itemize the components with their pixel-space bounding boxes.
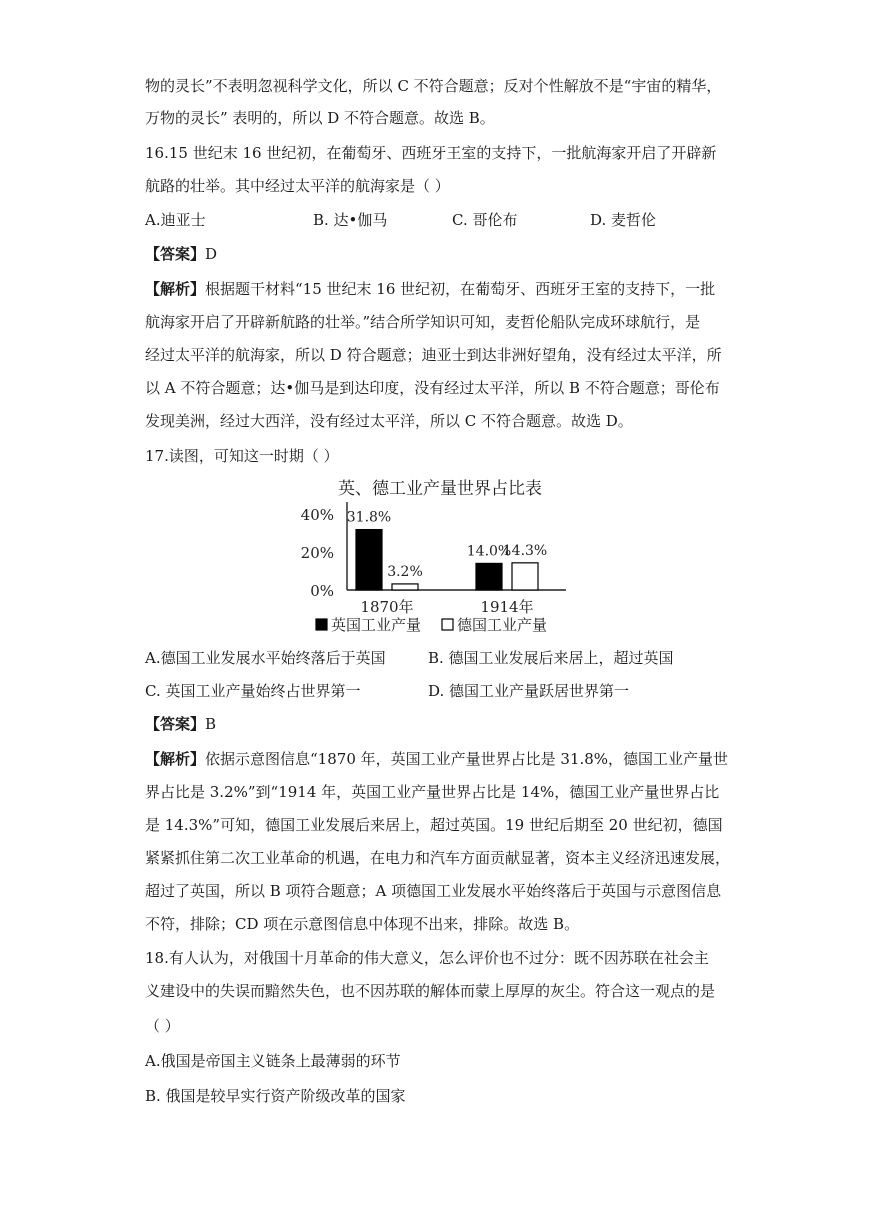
answer-tag: 【答案】 <box>145 715 206 733</box>
q17-option-b: B. 德国工业发展后来居上，超过英国 <box>428 649 674 667</box>
question-17-stem: 17.读图，可知这一时期（ ） <box>145 447 339 465</box>
data-label: 31.8% <box>346 509 392 526</box>
q16-analysis <box>145 279 715 299</box>
q17-option-d: D. 德国工业产量跃居世界第一 <box>428 682 630 700</box>
x-tick-label: 1914年 <box>480 598 534 616</box>
q16-option-a: A.迪亚士 <box>145 211 206 229</box>
q17-analysis-line: 不符，排除；CD 项在示意图信息中体现不出来，排除。故选 B。 <box>145 915 580 933</box>
q17-analysis-line: 紧紧抓住第二次工业革命的机遇，在电力和汽车方面贡献显著，资本主义经济迅速发展， <box>145 849 731 867</box>
question-18-stem: 义建设中的失误而黯然失色，也不因苏联的解体而蒙上厚厚的灰尘。符合这一观点的是 <box>145 982 716 1000</box>
data-label: 14.3% <box>502 542 548 559</box>
q16-answer <box>145 244 217 264</box>
analysis-tag: 【解析】 <box>145 280 206 298</box>
answer-value: B <box>205 715 217 733</box>
q16-analysis-line: 经过太平洋的航海家，所以 D 符合题意；迪亚士到达非洲好望角，没有经过太平洋，所 <box>145 346 722 364</box>
bar-chart-svg <box>300 472 580 644</box>
question-16-stem: 16.15 世纪末 16 世纪初，在葡萄牙、西班牙王室的支持下，一批航海家开启了开辟新 <box>145 144 717 162</box>
q17-analysis-line: 界占比是 3.2%”到“1914 年，英国工业产量世界占比是 14%，德国工业产量世界占比 <box>145 783 720 801</box>
chart-title: 英、德工业产量世界占比表 <box>338 479 542 499</box>
text-line: 物的灵长”不表明忽视科学文化，所以 C 不符合题意；反对个性解放不是“宇宙的精华， <box>145 77 722 95</box>
y-tick-label: 0% <box>310 582 334 600</box>
q18-option-b: B. 俄国是较早实行资产阶级改革的国家 <box>145 1087 406 1105</box>
q17-analysis-line: 超过了英国，所以 B 项符合题意；A 项德国工业发展水平始终落后于英国与示意图信息 <box>145 882 722 900</box>
q16-analysis-line: 航海家开启了开辟新航路的壮举。”结合所学知识可知，麦哲伦船队完成环球航行，是 <box>145 313 701 331</box>
q16-option-d: D. 麦哲伦 <box>590 211 657 229</box>
analysis-text: 依据示意图信息“1870 年，英国工业产量世界占比是 31.8%，德国工业产量世 <box>205 750 729 768</box>
text-line: 万物的灵长” 表明的，所以 D 不符合题意。故选 B。 <box>145 109 495 127</box>
q17-answer <box>145 714 216 734</box>
q18-option-a: A.俄国是帝国主义链条上最薄弱的环节 <box>145 1052 401 1070</box>
analysis-tag: 【解析】 <box>145 750 206 768</box>
industrial-output-chart <box>300 472 580 644</box>
data-label: 3.2% <box>387 563 423 580</box>
data-label: 14.0% <box>466 543 512 560</box>
legend-entry: 德国工业产量 <box>457 616 548 634</box>
q16-analysis-line: 以 A 不符合题意；达•伽马是到达印度，没有经过太平洋，所以 B 不符合题意；哥伦布 <box>145 379 720 397</box>
q17-analysis-line: 是 14.3%”可知，德国工业发展后来居上，超过英国。19 世纪后期至 20 世纪初，德国 <box>145 816 723 834</box>
q16-option-c: C. 哥伦布 <box>452 211 518 229</box>
answer-tag: 【答案】 <box>145 245 206 263</box>
y-tick-label: 20% <box>300 544 334 562</box>
x-tick-label: 1870年 <box>360 598 414 616</box>
legend-swatch <box>316 619 327 630</box>
q16-analysis-line: 发现美洲，经过大西洋，没有经过太平洋，所以 C 不符合题意。故选 D。 <box>145 412 633 430</box>
legend-entry: 英国工业产量 <box>331 616 422 634</box>
legend-swatch <box>442 619 453 630</box>
analysis-text: 根据题干材料“15 世纪末 16 世纪初，在葡萄牙、西班牙王室的支持下，一批 <box>205 280 716 298</box>
bar <box>512 563 538 590</box>
answer-value: D <box>205 245 218 263</box>
question-16-stem: 航路的壮举。其中经过太平洋的航海家是（ ） <box>145 177 450 195</box>
q16-option-b: B. 达•伽马 <box>313 211 388 229</box>
bar <box>392 584 418 590</box>
y-tick-label: 40% <box>300 506 334 524</box>
question-18-stem: （ ） <box>145 1017 180 1035</box>
q17-option-a: A.德国工业发展水平始终落后于英国 <box>145 649 386 667</box>
question-18-stem: 18.有人认为，对俄国十月革命的伟大意义，怎么评价也不过分：既不因苏联在社会主 <box>145 949 709 967</box>
q17-analysis <box>145 749 728 769</box>
bar <box>356 530 382 590</box>
bar <box>476 563 502 590</box>
q17-option-c: C. 英国工业产量始终占世界第一 <box>145 682 361 700</box>
